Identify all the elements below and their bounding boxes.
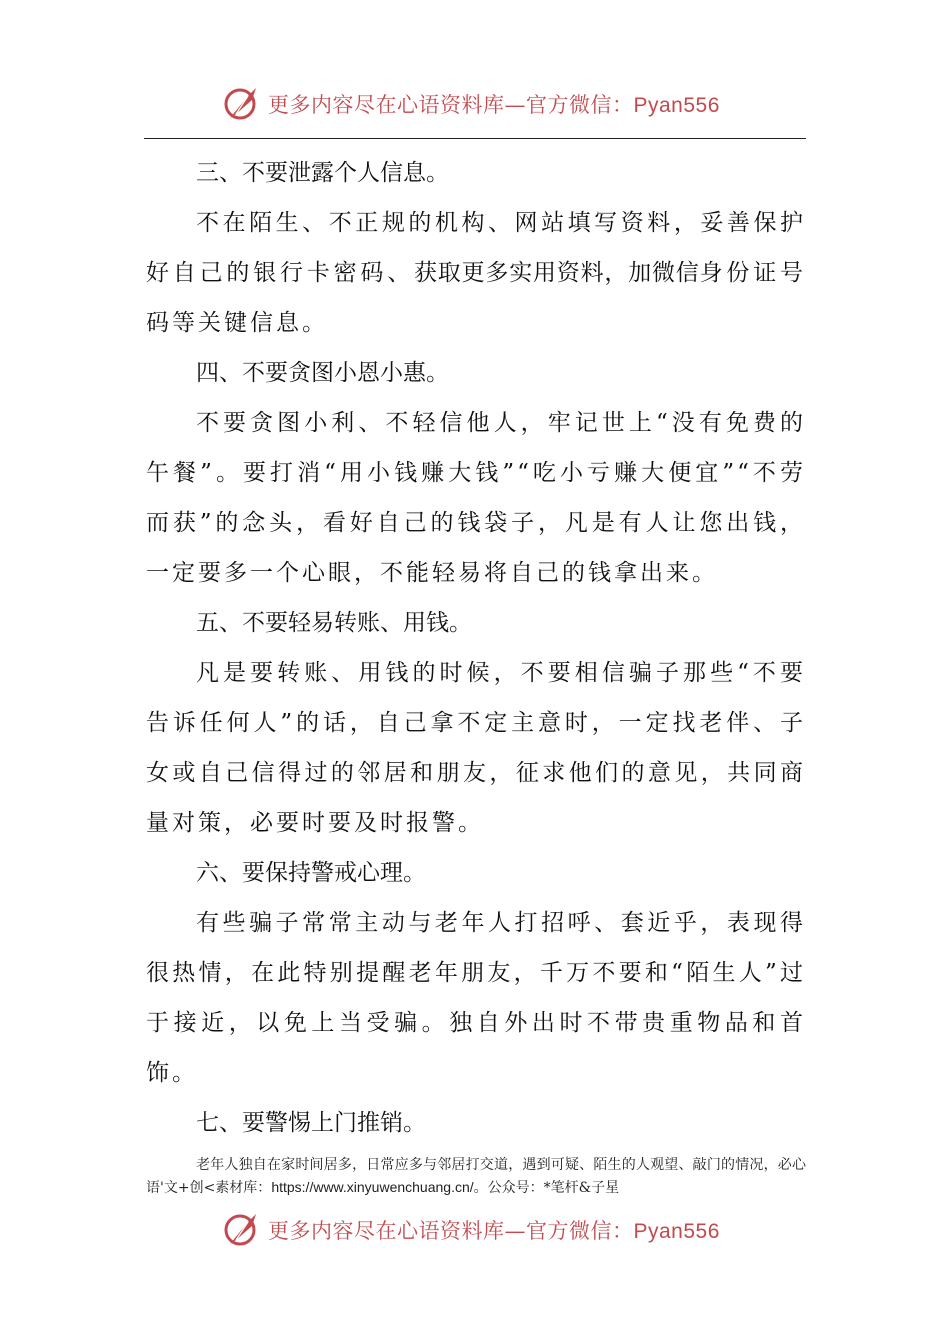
- footnote-text-a: 老年人独自在家时间居多，日常应多与邻居打交道，遇到可疑、陌生的人观望、敲门的情况，必心语'文+创<素材库：: [146, 1157, 806, 1196]
- section-6-heading: 六、要保持警戒心理。: [196, 860, 426, 886]
- footer-banner-text: 更多内容尽在心语资料库—官方微信：: [268, 1219, 634, 1243]
- section-3-highlight: 获取更多实用资料，加微信: [414, 260, 700, 286]
- section-3-paragraph: [146, 198, 806, 348]
- document-body: [146, 148, 806, 1148]
- section-3-text-a: 不在陌生、不正规的机构、网站填写资料，妥善保护好自己的银行卡密码、: [146, 210, 806, 286]
- footnote-text-b: 。公众号：*笔杆&子星: [473, 1180, 620, 1196]
- quill-logo-icon: [222, 84, 262, 124]
- section-6-paragraph: 有些骗子常常主动与老年人打招呼、套近乎，表现得很热情，在此特别提醒老年朋友，千万不要和“陌生人”过于接近，以免上当受骗。独自外出时不带贵重物品和首饰。: [146, 910, 806, 1086]
- section-7-heading: 七、要警惕上门推销。: [196, 1110, 426, 1136]
- footer-banner: [222, 1208, 720, 1252]
- section-5-heading: 五、不要轻易转账、用钱。: [196, 610, 472, 636]
- section-3-text-b: 身份证号码等关键信息。: [146, 260, 807, 336]
- header-banner: [222, 82, 720, 126]
- section-4-paragraph: 不要贪图小利、不轻信他人，牢记世上“没有免费的午餐”。要打消“用小钱赚大钱”“吃小亏赚大便宜”“不劳而获”的念头，看好自己的钱袋子，凡是有人让您出钱，一定要多一个心眼，不能轻易将自己的钱拿出来。: [146, 410, 806, 586]
- footer-banner-wechat-id: Pyan556: [633, 1220, 720, 1243]
- footnote-url: https://www.xinyuwenchuang.cn/: [271, 1179, 474, 1195]
- quill-logo-icon: [222, 1210, 262, 1250]
- banner-text: 更多内容尽在心语资料库—官方微信：: [268, 93, 634, 117]
- header-rule: [144, 138, 806, 139]
- section-4-heading: 四、不要贪图小恩小惠。: [196, 360, 449, 386]
- section-5-paragraph: 凡是要转账、用钱的时候，不要相信骗子那些“不要告诉任何人”的话，自己拿不定主意时，一定找老伴、子女或自己信得过的邻居和朋友，征求他们的意见，共同商量对策，必要时要及时报警。: [146, 660, 806, 836]
- section-3-heading: 三、不要泄露个人信息。: [196, 160, 449, 186]
- banner-wechat-id: Pyan556: [633, 94, 720, 117]
- footnote: [146, 1154, 806, 1199]
